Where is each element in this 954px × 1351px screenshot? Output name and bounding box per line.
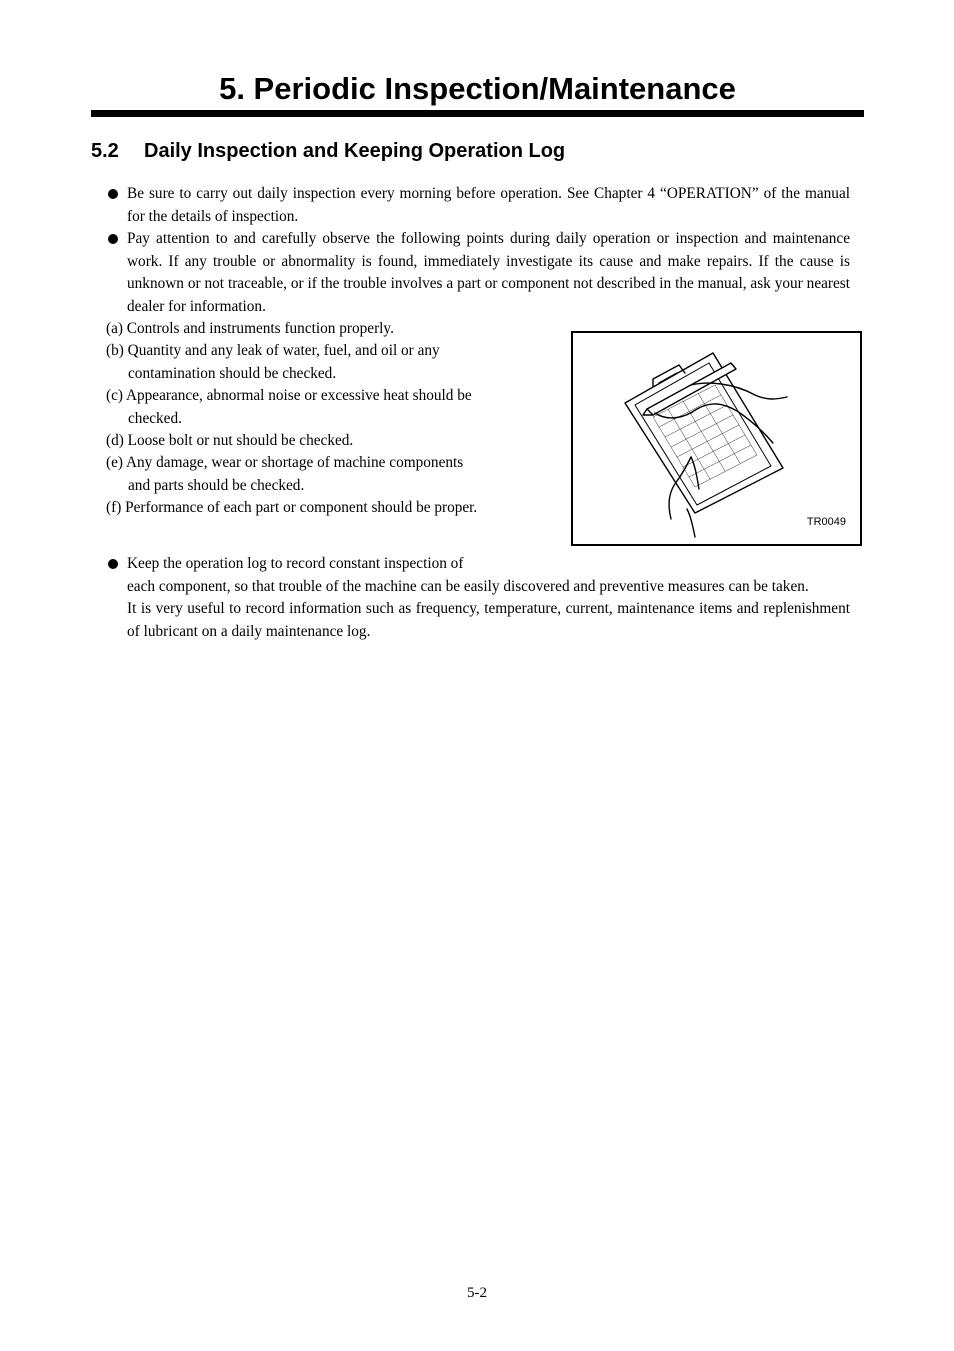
bullet-dot-icon bbox=[108, 559, 118, 569]
section-heading bbox=[91, 138, 565, 164]
bullet-item-observe-points bbox=[106, 228, 850, 318]
check-item: (a) Controls and instruments function properly. bbox=[106, 320, 394, 337]
log-text-line: Keep the operation log to record constant inspection of bbox=[127, 555, 464, 572]
check-item: (c) Appearance, abnormal noise or excessive heat should be checked. bbox=[106, 387, 472, 427]
page-title: 5. Periodic Inspection/Maintenance bbox=[219, 71, 736, 106]
bullet-text: Pay attention to and carefully observe the following points during daily operation or inspection and maintenance work. If any trouble or abnormality is found, immediately investigate its cause and make repairs. If the cause is unknown or not traceable, or if the trouble involves a part or component not described in the manual, ask your nearest dealer for information. bbox=[127, 230, 850, 315]
check-item: (d) Loose bolt or nut should be checked. bbox=[106, 432, 354, 450]
page-number: 5-2 bbox=[467, 1285, 487, 1301]
log-text-paragraph: each component, so that trouble of the machine can be easily discovered and preventive measures can be taken. bbox=[127, 577, 809, 595]
bullet-item-operation-log bbox=[106, 553, 850, 643]
bullet-text: Be sure to carry out daily inspection every morning before operation. See Chapter 4 “OPERATION” of the manual for the details of inspection. bbox=[127, 185, 850, 225]
check-item: (e) Any damage, wear or shortage of machine components and parts should be checked. bbox=[106, 454, 464, 494]
bullet-item-daily-inspection bbox=[106, 183, 850, 228]
figure-code: TR0049 bbox=[806, 516, 846, 528]
clipboard-log-writing-icon bbox=[573, 333, 860, 544]
log-illustration-figure bbox=[571, 331, 862, 546]
title-rule bbox=[91, 110, 864, 117]
bullet-dot-icon bbox=[108, 189, 118, 199]
check-item: (f) Performance of each part or component should be proper. bbox=[106, 499, 478, 517]
section-title: Daily Inspection and Keeping Operation Log bbox=[144, 140, 566, 162]
check-item: (b) Quantity and any leak of water, fuel, and oil or any contamination should be checked. bbox=[106, 342, 440, 382]
log-text-paragraph: It is very useful to record information such as frequency, temperature, current, maintenance items and replenishment of lubricant on a daily maintenance log. bbox=[127, 600, 850, 640]
bullet-dot-icon bbox=[108, 234, 118, 244]
section-number: 5.2 bbox=[91, 140, 119, 162]
inspection-check-list bbox=[106, 318, 546, 520]
bullet-text bbox=[127, 553, 850, 643]
